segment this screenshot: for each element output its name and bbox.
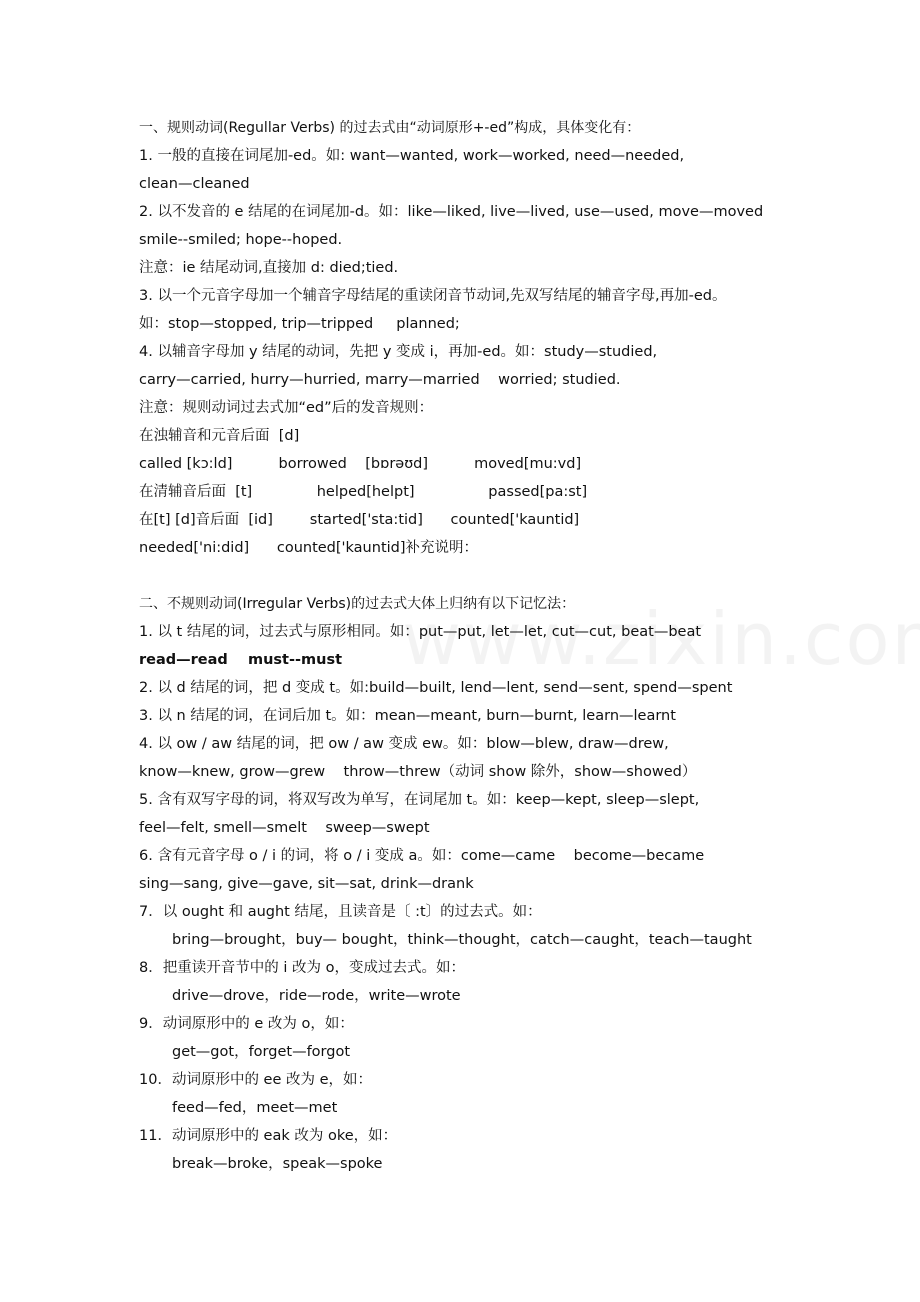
t-d-rule-line: 在[t] [d]音后面 [id] started['sta:tid] counted['kauntid]	[139, 512, 580, 528]
document-body	[139, 114, 839, 1178]
pronunciation-note: 注意：规则动词过去式加“ed”后的发音规则：	[139, 400, 434, 416]
t-d-examples-line: needed['ni:did] counted['kauntid]补充说明：	[139, 540, 479, 556]
rule1-cont-line: clean—cleaned	[139, 176, 250, 192]
irregular-rule3-line: 3. 以 n 结尾的词，在词后加 t。如：mean—meant, burn—burnt, learn—learnt	[139, 708, 676, 724]
note-ie-line: 注意：ie 结尾动词,直接加 d: died;tied.	[139, 260, 399, 276]
voiced-rule-line: 在浊辅音和元音后面 [d]	[139, 428, 300, 444]
voiced-examples-line: called [kɔ:ld] borrowed [bɒrəʊd] moved[mu:vd]	[139, 456, 582, 472]
irregular-rule1-cont-line: read—read must--must	[139, 652, 343, 668]
irregular-rule5-line: 5. 含有双写字母的词，将双写改为单写，在词尾加 t。如：keep—kept, sleep—slept,	[139, 792, 700, 808]
irregular-rule11-examples: break—broke，speak—spoke	[172, 1156, 383, 1172]
irregular-rule9-examples: get—got，forget—forgot	[172, 1044, 351, 1060]
irregular-rule6-line: 6. 含有元音字母 o / i 的词，将 o / i 变成 a。如：come—came become—became	[139, 848, 705, 864]
section2-heading: 二、不规则动词(Irregular Verbs)的过去式大体上归纳有以下记忆法：	[139, 596, 576, 612]
irregular-rule10-examples: feed—fed，meet—met	[172, 1100, 338, 1116]
voiceless-rule-line: 在清辅音后面 [t] helped[helpt] passed[pa:st]	[139, 484, 588, 500]
rule4-cont-line: carry—carried, hurry—hurried, marry—married worried; studied.	[139, 372, 621, 388]
rule2-line: 2. 以不发音的 e 结尾的在词尾加-d。如：like—liked, live—lived, use—used, move—moved	[139, 204, 764, 220]
irregular-rule8-line: 8．把重读开音节中的 i 改为 o，变成过去式。如：	[139, 960, 465, 976]
rule1-line: 1. 一般的直接在词尾加-ed。如: want—wanted, work—worked, need—needed,	[139, 148, 685, 164]
irregular-rule10-line: 10．动词原形中的 ee 改为 e，如：	[139, 1072, 373, 1088]
irregular-rule11-line: 11．动词原形中的 eak 改为 oke，如：	[139, 1128, 398, 1144]
irregular-rule8-examples: drive—drove，ride—rode，write—wrote	[172, 988, 461, 1004]
irregular-rule5-cont-line: feel—felt, smell—smelt sweep—swept	[139, 820, 430, 836]
section1-heading: 一、规则动词(Regullar Verbs) 的过去式由“动词原形+-ed”构成，具体变化有：	[139, 120, 641, 136]
irregular-rule9-line: 9．动词原形中的 e 改为 o，如：	[139, 1016, 354, 1032]
irregular-rule7-line: 7．以 ought 和 aught 结尾，且读音是〔 :t〕的过去式。如：	[139, 904, 542, 920]
section-gap	[139, 562, 839, 590]
irregular-rule4-cont-line: know—knew, grow—grew throw—threw（动词 show 除外，show—showed）	[139, 764, 697, 780]
irregular-rule1-line: 1. 以 t 结尾的词，过去式与原形相同。如：put—put, let—let, cut—cut, beat—beat	[139, 624, 702, 640]
irregular-rule2-line: 2. 以 d 结尾的词，把 d 变成 t。如:build—built, lend—lent, send—sent, spend—spent	[139, 680, 733, 696]
rule3-line: 3. 以一个元音字母加一个辅音字母结尾的重读闭音节动词,先双写结尾的辅音字母,再加-ed。	[139, 288, 727, 304]
irregular-rule6-cont-line: sing—sang, give—gave, sit—sat, drink—drank	[139, 876, 474, 892]
rule2-cont-line: smile--smiled; hope--hoped.	[139, 232, 343, 248]
rule3-cont-line: 如：stop—stopped, trip—tripped planned;	[139, 316, 460, 332]
irregular-rule7-examples: bring—brought，buy— bought，think—thought，catch—caught，teach—taught	[172, 932, 752, 948]
rule4-line: 4. 以辅音字母加 y 结尾的动词，先把 y 变成 i，再加-ed。如：study—studied,	[139, 344, 658, 360]
irregular-rule4-line: 4. 以 ow / aw 结尾的词，把 ow / aw 变成 ew。如：blow—blew, draw—drew,	[139, 736, 669, 752]
